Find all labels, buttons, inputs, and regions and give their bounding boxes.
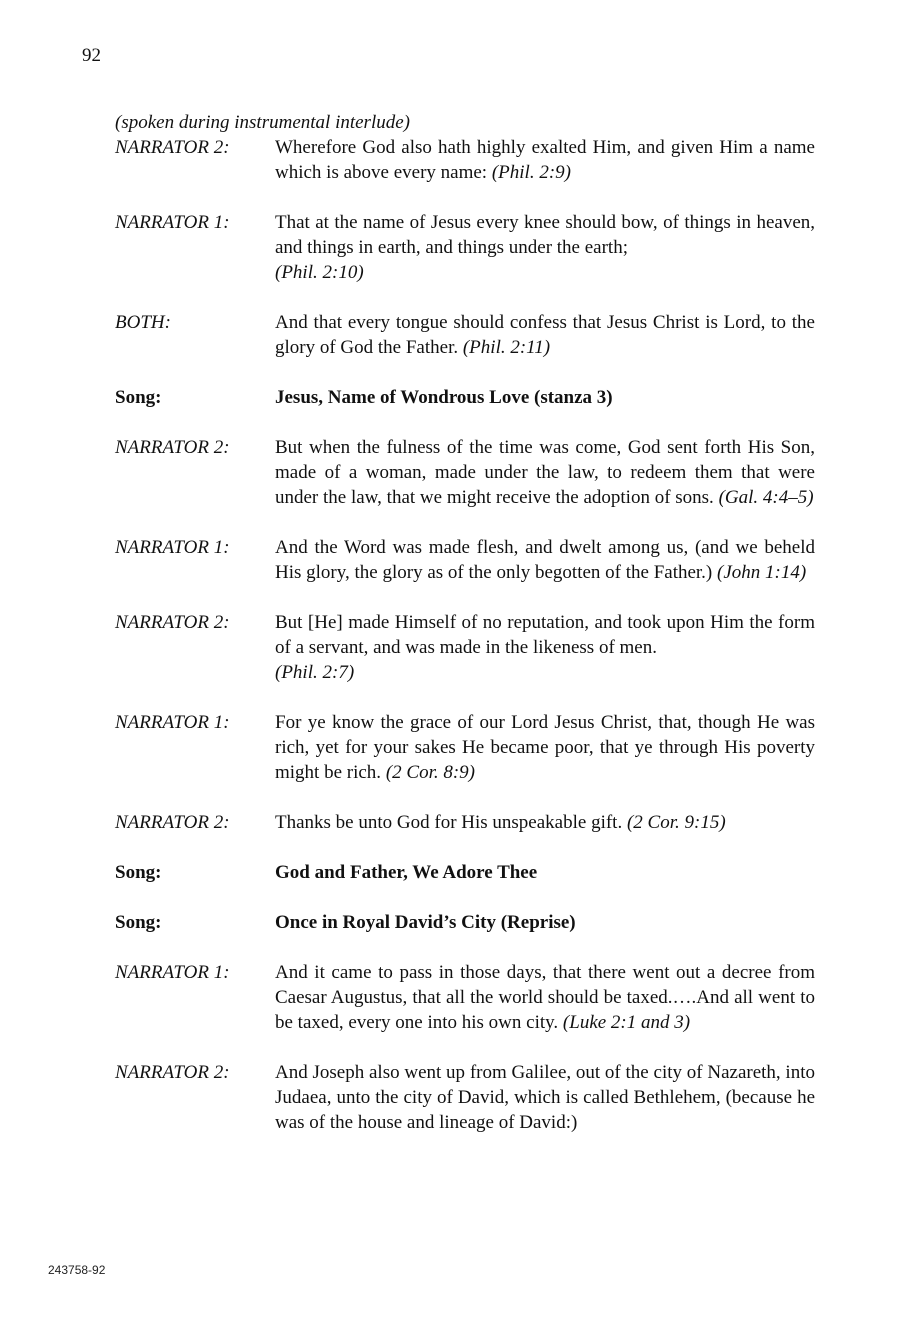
- scripture-text: And that every tongue should confess that Jesus Christ is Lord, to the glory of God the Father.: [275, 312, 815, 358]
- scripture-text: That at the name of Jesus every knee should bow, of things in heaven, and things in earth, and things under the earth;: [275, 212, 815, 258]
- script-entry: [115, 310, 815, 360]
- line-text: [275, 710, 815, 785]
- scripture-reference: (2 Cor. 8:9): [385, 762, 476, 783]
- speaker-label: BOTH:: [115, 312, 171, 333]
- speaker-label: NARRATOR 1:: [115, 537, 230, 558]
- song-label: Song:: [115, 912, 162, 933]
- speaker-label: NARRATOR 2:: [115, 612, 230, 633]
- scripture-text: And it came to pass in those days, that there went out a decree from Caesar Augustus, that all the world should be taxed.….And all went to be taxed, every one into his own city.: [275, 962, 815, 1033]
- speaker-label: NARRATOR 2:: [115, 1062, 230, 1083]
- scripture-reference: (Phil. 2:9): [491, 162, 571, 183]
- speaker-label: NARRATOR 2:: [115, 812, 230, 833]
- line-text: [275, 960, 815, 1035]
- song-label: Song:: [115, 387, 162, 408]
- script-entry: [115, 535, 815, 585]
- speaker-label: NARRATOR 2:: [115, 137, 230, 158]
- scripture-reference: (Phil. 2:10): [275, 262, 364, 283]
- scripture-text: But when the fulness of the time was come, God sent forth His Son, made of a woman, made under the law, to redeem them that were under the law, that we might receive the adoption of sons.: [275, 437, 815, 508]
- scripture-reference: (Gal. 4:4–5): [718, 487, 814, 508]
- stage-direction: (spoken during instrumental interlude): [115, 112, 410, 133]
- scripture-text: But [He] made Himself of no reputation, and took upon Him the form of a servant, and was made in the likeness of men.: [275, 612, 815, 658]
- script-entry: [115, 810, 815, 835]
- script-entry: [115, 210, 815, 285]
- line-text: [275, 435, 815, 510]
- scripture-text: For ye know the grace of our Lord Jesus Christ, that, though He was rich, yet for your sakes He became poor, that ye through His poverty might be rich.: [275, 712, 815, 783]
- speaker-label: NARRATOR 2:: [115, 437, 230, 458]
- script-entry: [115, 1060, 815, 1135]
- speaker-label: NARRATOR 1:: [115, 962, 230, 983]
- song-entry: [115, 860, 815, 885]
- scripture-reference: (Luke 2:1 and 3): [562, 1012, 691, 1033]
- line-text: [275, 535, 815, 585]
- song-entry: [115, 910, 815, 935]
- script-entry: [115, 435, 815, 510]
- line-text: [275, 810, 815, 835]
- line-text: [275, 210, 815, 285]
- song-entry: [115, 385, 815, 410]
- song-title: Once in Royal David’s City (Reprise): [275, 912, 576, 933]
- scripture-reference: (John 1:14): [717, 562, 807, 583]
- script-entry: [115, 610, 815, 685]
- scripture-text: Thanks be unto God for His unspeakable gift.: [275, 812, 623, 833]
- speaker-label: NARRATOR 1:: [115, 212, 230, 233]
- script-entry: [115, 135, 815, 185]
- scripture-reference: (2 Cor. 9:15): [626, 812, 726, 833]
- scripture-text: And the Word was made flesh, and dwelt among us, (and we beheld His glory, the glory as of the only begotten of the Father.): [275, 537, 815, 583]
- scripture-text: And Joseph also went up from Galilee, out of the city of Nazareth, into Judaea, unto the city of David, which is called Bethlehem, (because he was of the house and lineage of David:): [275, 1062, 815, 1133]
- line-text: [275, 610, 815, 685]
- speaker-label: NARRATOR 1:: [115, 712, 230, 733]
- scripture-reference: (Phil. 2:11): [462, 337, 551, 358]
- line-text: [275, 1060, 815, 1135]
- song-title: God and Father, We Adore Thee: [275, 862, 538, 883]
- footer-code: 243758-92: [48, 1263, 106, 1277]
- song-label: Song:: [115, 862, 162, 883]
- scripture-reference: (Phil. 2:7): [275, 662, 355, 683]
- script-body: [115, 135, 815, 1160]
- script-entry: [115, 710, 815, 785]
- line-text: [275, 310, 815, 360]
- song-title: Jesus, Name of Wondrous Love (stanza 3): [275, 387, 613, 408]
- line-text: [275, 135, 815, 185]
- script-entry: [115, 960, 815, 1035]
- page-number: 92: [82, 45, 101, 66]
- scripture-text: Wherefore God also hath highly exalted Him, and given Him a name which is above every name:: [275, 137, 815, 183]
